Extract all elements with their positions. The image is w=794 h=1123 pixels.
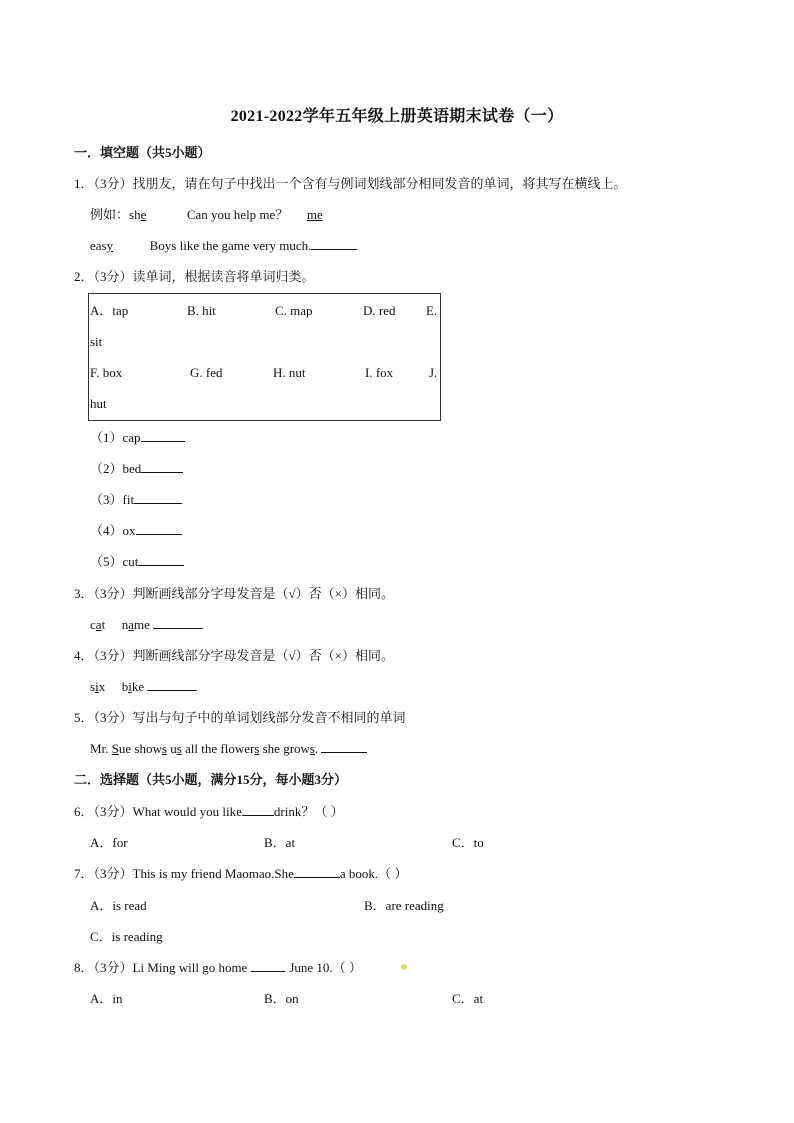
answer-blank[interactable] xyxy=(138,553,184,566)
word-option-e: E. xyxy=(426,303,438,318)
option-c[interactable]: C．is reading xyxy=(90,929,163,944)
option-c[interactable]: C．at xyxy=(452,991,484,1006)
option-b[interactable]: B．at xyxy=(264,835,296,850)
word-1: six xyxy=(90,679,106,694)
question-1-example xyxy=(90,206,323,224)
question-1-stem: 1．（3分）找朋友，请在句子中找出一个含有与例词划线部分相同发音的单词，将其写在横线上。 xyxy=(74,176,627,191)
answer-blank[interactable] xyxy=(294,865,340,878)
word-option-j: J. xyxy=(429,365,438,380)
word-2: name xyxy=(121,617,150,632)
answer-blank[interactable] xyxy=(311,237,357,250)
word-option-i: I. fox xyxy=(365,365,394,380)
page-title: 2021-2022学年五年级上册英语期末试卷（一） xyxy=(230,108,564,125)
question-3-stem: 3．（3分）判断画线部分字母发音是（√）否（×）相同。 xyxy=(74,586,394,601)
example-sentence: Can you help me？ xyxy=(186,207,289,222)
question-2-item: （2）bed xyxy=(90,460,183,478)
question-4-item xyxy=(90,678,197,696)
highlight-dot xyxy=(401,964,407,970)
word-option-b: B. hit xyxy=(187,303,216,318)
example-word: she xyxy=(129,207,147,222)
question-3-item xyxy=(90,616,203,634)
option-b[interactable]: B．on xyxy=(264,991,299,1006)
question-1-item xyxy=(90,237,357,255)
word-1: cat xyxy=(90,617,106,632)
question-4-stem: 4．（3分）判断画线部分字母发音是（√）否（×）相同。 xyxy=(74,648,394,663)
word-option-h: H. nut xyxy=(273,365,306,380)
section-heading-choice: 二．选择题（共5小题，满分15分，每小题3分） xyxy=(74,772,348,787)
option-a[interactable]: A．in xyxy=(90,991,123,1006)
word-2: bike xyxy=(121,679,145,694)
option-a[interactable]: A．is read xyxy=(90,898,147,913)
answer-blank[interactable] xyxy=(321,740,367,753)
answer-blank[interactable] xyxy=(141,429,185,442)
word-option-f: F. box xyxy=(90,365,123,380)
answer-blank[interactable] xyxy=(242,803,274,816)
question-5-stem: 5．（3分）写出与句子中的单词划线部分发音不相同的单词 xyxy=(74,710,406,725)
question-8-stem: 8．（3分）Li Ming will go home June 10.（ ） xyxy=(74,960,362,975)
word-option-g: G. fed xyxy=(190,365,223,380)
word-option-d: D. red xyxy=(363,303,396,318)
question-6-stem: 6．（3分）What would you like drink？（ ） xyxy=(74,804,344,819)
word-option-c: C. map xyxy=(275,303,313,318)
question-2-stem: 2．（3分）读单词，根据读音将单词归类。 xyxy=(74,269,315,284)
word-option-a: A．tap xyxy=(90,303,129,318)
word-box xyxy=(88,293,441,421)
example-label: 例如： xyxy=(90,207,130,222)
question-7-stem: 7．（3分）This is my friend Maomao.She a book.（ ） xyxy=(74,866,408,881)
answer-blank[interactable] xyxy=(147,678,197,691)
target-word: easy xyxy=(90,238,114,253)
section-heading-fill-blank: 一．填空题（共5小题） xyxy=(74,145,211,160)
word-option-j-word: hut xyxy=(90,396,107,411)
answer-blank[interactable] xyxy=(251,959,285,972)
option-b[interactable]: B．are reading xyxy=(364,898,444,913)
example-answer: me xyxy=(306,207,323,222)
answer-blank[interactable] xyxy=(134,491,182,504)
answer-blank[interactable] xyxy=(141,460,183,473)
option-a[interactable]: A．for xyxy=(90,835,128,850)
question-2-item: （5）cut xyxy=(90,553,184,571)
answer-blank[interactable] xyxy=(136,522,182,535)
question-2-item: （3）fit xyxy=(90,491,182,509)
question-5-sentence: Mr. Sue shows us all the flowers she grows. xyxy=(90,740,367,758)
option-c[interactable]: C．to xyxy=(452,835,484,850)
question-2-item: （4）ox xyxy=(90,522,182,540)
answer-blank[interactable] xyxy=(153,616,203,629)
target-sentence: Boys like the game very much. xyxy=(149,238,312,253)
word-option-e-word: sit xyxy=(90,334,103,349)
question-2-item: （1）cap xyxy=(90,429,185,447)
